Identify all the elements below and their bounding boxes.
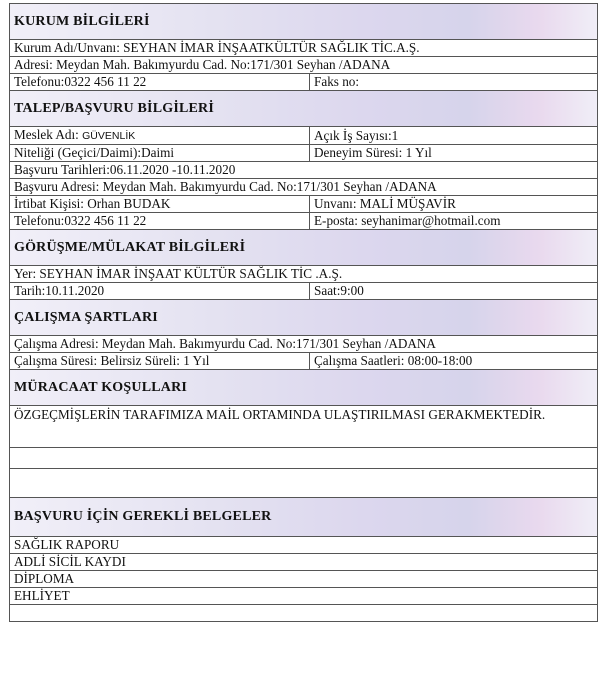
section-header-gorusme bbox=[10, 230, 598, 266]
talep-tarih-row bbox=[10, 162, 598, 179]
belge-blank-row bbox=[10, 605, 598, 622]
gorusme-saat: Saat:9:00 bbox=[310, 283, 598, 300]
belgeler-header: BAŞVURU İÇİN GEREKLİ BELGELER bbox=[10, 498, 598, 537]
talep-header: TALEP/BAŞVURU BİLGİLERİ bbox=[10, 91, 598, 127]
muracaat-text: ÖZGEÇMİŞLERİN TARAFIMIZA MAİL ORTAMINDA ULAŞTIRILMASI GERAKMEKTEDİR. bbox=[10, 406, 598, 448]
blank-cell bbox=[10, 448, 598, 469]
gorusme-yer: Yer: SEYHAN İMAR İNŞAAT KÜLTÜR SAĞLIK TİC .A.Ş. bbox=[10, 266, 598, 283]
meslek-value: GÜVENLİK bbox=[82, 130, 136, 142]
kurum-adi: Kurum Adı/Unvanı: SEYHAN İMAR İNŞAATKÜLTÜR SAĞLIK TİC.A.Ş. bbox=[10, 40, 598, 57]
talep-deneyim: Deneyim Süresi: 1 Yıl bbox=[310, 145, 598, 162]
talep-adres-row bbox=[10, 179, 598, 196]
belge-item: EHLİYET bbox=[10, 588, 598, 605]
form-table bbox=[9, 3, 598, 622]
belge-row bbox=[10, 588, 598, 605]
talep-adres: Başvuru Adresi: Meydan Mah. Bakımyurdu Cad. No:171/301 Seyhan /ADANA bbox=[10, 179, 598, 196]
belge-row bbox=[10, 537, 598, 554]
muracaat-text-row bbox=[10, 406, 598, 448]
kurum-adres: Adresi: Meydan Mah. Bakımyurdu Cad. No:171/301 Seyhan /ADANA bbox=[10, 57, 598, 74]
section-header-kurum bbox=[10, 4, 598, 40]
kurum-adi-row bbox=[10, 40, 598, 57]
talep-irtibat-row bbox=[10, 196, 598, 213]
muracaat-blank-row bbox=[10, 469, 598, 498]
talep-meslek bbox=[10, 127, 310, 145]
calisma-sure: Çalışma Süresi: Belirsiz Süreli: 1 Yıl bbox=[10, 353, 310, 370]
calisma-saatler: Çalışma Saatleri: 08:00-18:00 bbox=[310, 353, 598, 370]
calisma-adres: Çalışma Adresi: Meydan Mah. Bakımyurdu Cad. No:171/301 Seyhan /ADANA bbox=[10, 336, 598, 353]
talep-acik-is: Açık İş Sayısı:1 bbox=[310, 127, 598, 145]
calisma-adres-row bbox=[10, 336, 598, 353]
kurum-telefon: Telefonu:0322 456 11 22 bbox=[10, 74, 310, 91]
blank-cell bbox=[10, 605, 598, 622]
talep-eposta: E-posta: seyhanimar@hotmail.com bbox=[310, 213, 598, 230]
belge-row bbox=[10, 571, 598, 588]
talep-unvan: Unvanı: MALİ MÜŞAVİR bbox=[310, 196, 598, 213]
belge-item: SAĞLIK RAPORU bbox=[10, 537, 598, 554]
section-header-calisma bbox=[10, 300, 598, 336]
talep-niteligi: Niteliği (Geçici/Daimi):Daimi bbox=[10, 145, 310, 162]
gorusme-tarih: Tarih:10.11.2020 bbox=[10, 283, 310, 300]
blank-cell bbox=[10, 469, 598, 498]
gorusme-header: GÖRÜŞME/MÜLAKAT BİLGİLERİ bbox=[10, 230, 598, 266]
belge-item: ADLİ SİCİL KAYDI bbox=[10, 554, 598, 571]
muracaat-header: MÜRACAAT KOŞULLARI bbox=[10, 370, 598, 406]
talep-tarihler: Başvuru Tarihleri:06.11.2020 -10.11.2020 bbox=[10, 162, 598, 179]
belge-item: DİPLOMA bbox=[10, 571, 598, 588]
kurum-header: KURUM BİLGİLERİ bbox=[10, 4, 598, 40]
belge-row bbox=[10, 554, 598, 571]
calisma-sure-row bbox=[10, 353, 598, 370]
gorusme-tarih-row bbox=[10, 283, 598, 300]
meslek-label: Meslek Adı: bbox=[14, 127, 83, 142]
talep-irtibat: İrtibat Kişisi: Orhan BUDAK bbox=[10, 196, 310, 213]
talep-nitelik-row bbox=[10, 145, 598, 162]
job-posting-form bbox=[9, 3, 597, 622]
calisma-header: ÇALIŞMA ŞARTLARI bbox=[10, 300, 598, 336]
section-header-talep bbox=[10, 91, 598, 127]
muracaat-blank-row bbox=[10, 448, 598, 469]
kurum-telefon-row bbox=[10, 74, 598, 91]
talep-telefon: Telefonu:0322 456 11 22 bbox=[10, 213, 310, 230]
talep-telefon-row bbox=[10, 213, 598, 230]
gorusme-yer-row bbox=[10, 266, 598, 283]
kurum-faks: Faks no: bbox=[310, 74, 598, 91]
section-header-belgeler bbox=[10, 498, 598, 537]
section-header-muracaat bbox=[10, 370, 598, 406]
talep-meslek-row bbox=[10, 127, 598, 145]
kurum-adres-row bbox=[10, 57, 598, 74]
